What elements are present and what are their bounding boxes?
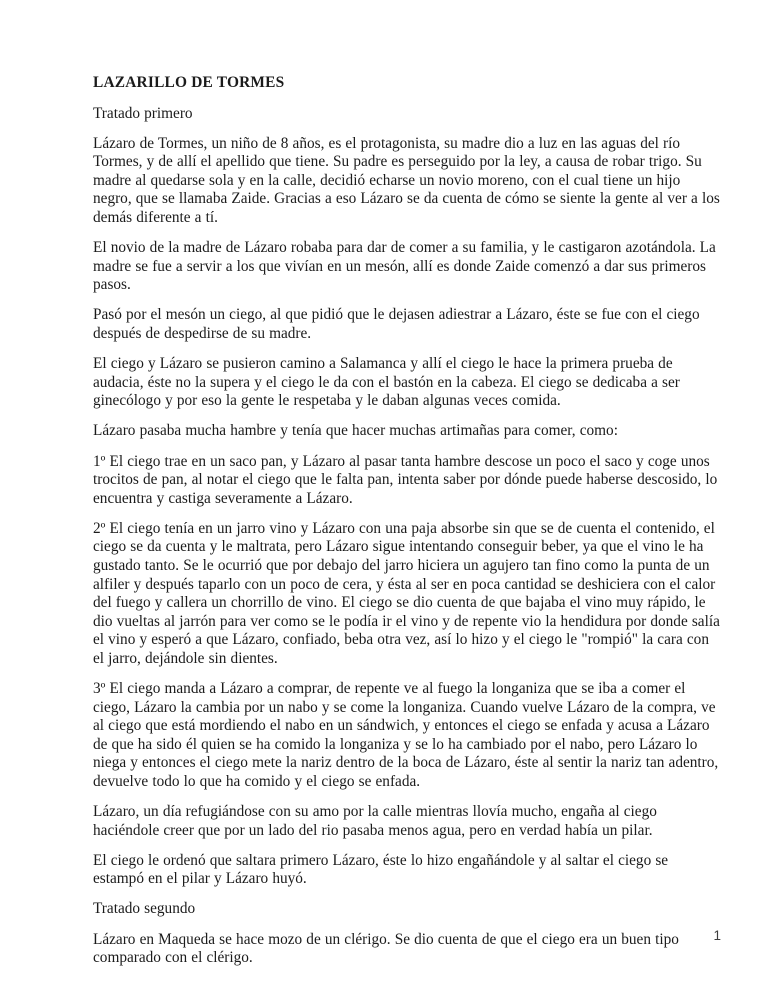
paragraph-item-3: 3º El ciego manda a Lázaro a comprar, de repente ve al fuego la longaniza que se iba a comer el ciego, Lázaro la cambia por un nabo y se come la longaniza. Cuando vuelve Lázaro de la compra, ve al ciego que está mordiendo el nabo en un sándwich, y entonces el ciego se enfada y acusa a Lázaro de que ha sido él quien se ha comido la longaniza y se lo ha cambiado por el nabo, pero Lázaro lo niega y entonces el ciego mete la nariz dentro de la boca de Lázaro, éste al sentir la nariz tan adentro, devuelve todo lo que ha comido y el ciego se enfada. xyxy=(93,680,719,790)
paragraph: El ciego le ordenó que saltara primero Lázaro, éste lo hizo engañándole y al saltar el ciego se estampó en el pilar y Lázaro huyó. xyxy=(93,851,669,888)
paragraph: El novio de la madre de Lázaro robaba para dar de comer a su familia, y le castigaron azotándola. La madre se fue a servir a los que vivían en un mesón, allí es donde Zaide comenzó a dar sus primeros pasos. xyxy=(93,239,716,294)
section-heading-tratado-segundo: Tratado segundo xyxy=(93,900,196,918)
page-number: 1 xyxy=(713,928,721,943)
paragraph: Lázaro pasaba mucha hambre y tenía que hacer muchas artimañas para comer, como: xyxy=(93,422,618,440)
paragraph-item-1: 1º El ciego trae en un saco pan, y Lázaro al pasar tanta hambre descose un poco el saco y coge unos trocitos de pan, al notar el ciego que le falta pan, intenta saber por dónde puede haberse descosido, lo encuentra y castiga severamente a Lázaro. xyxy=(93,452,718,507)
paragraph: El ciego y Lázaro se pusieron camino a Salamanca y allí el ciego le hace la primera prueba de audacia, éste no la supera y el ciego le da con el bastón en la cabeza. El ciego se dedicaba a ser ginecólogo y por eso la gente le respetaba y le daban algunas veces comida. xyxy=(93,355,680,410)
paragraph: Lázaro, un día refugiándose con su amo por la calle mientras llovía mucho, engaña al ciego haciéndole creer que por un lado del rio pasaba menos agua, pero en verdad había un pilar. xyxy=(93,803,657,839)
paragraph-item-2: 2º El ciego tenía en un jarro vino y Lázaro con una paja absorbe sin que se de cuenta el contenido, el ciego se da cuenta y le maltrata, pero Lázaro sigue intentando conseguir beber, ya que el vino le ha gustado tanto. Se le ocurrió que por debajo del jarro hiciera un agujero tan fino como la punta de un alfiler y después taparlo con un poco de cera, y ésta al ser en poca cantidad se deshiciera con el calor del fuego y callera un chorrillo de vino. El ciego se dio cuenta de que bajaba el vino muy rápido, le dio vueltas al jarrón para ver como se le podía ir el vino y de repente vio la hendidura por donde salía el vino y esperó a que Lázaro, confiado, beba otra vez, así lo hizo y el ciego le "rompió" la cara con el jarro, dejándole sin dientes. xyxy=(93,519,720,667)
paragraph: Pasó por el mesón un ciego, al que pidió que le dejasen adiestrar a Lázaro, éste se fue con el ciego después de despedirse de su madre. xyxy=(93,306,700,343)
paragraph: Lázaro en Maqueda se hace mozo de un clérigo. Se dio cuenta de que el ciego era un buen tipo comparado con el clérigo. xyxy=(93,930,679,967)
paragraph: Lázaro de Tormes, un niño de 8 años, es el protagonista, su madre dio a luz en las aguas del río Tormes, y de allí el apellido que tiene. Su padre es perseguido por la ley, a causa de robar trigo. Su madre al quedarse sola y en la calle, decidió echarse un novio moreno, con el cual tiene un hijo negro, que se llamaba Zaide. Gracias a eso Lázaro se da cuenta de cómo se siente la gente al ver a los demás diferente a tí. xyxy=(93,134,720,227)
document-title: LAZARILLO DE TORMES xyxy=(93,74,285,91)
section-heading-tratado-primero: Tratado primero xyxy=(93,104,193,122)
document-body xyxy=(93,74,722,968)
